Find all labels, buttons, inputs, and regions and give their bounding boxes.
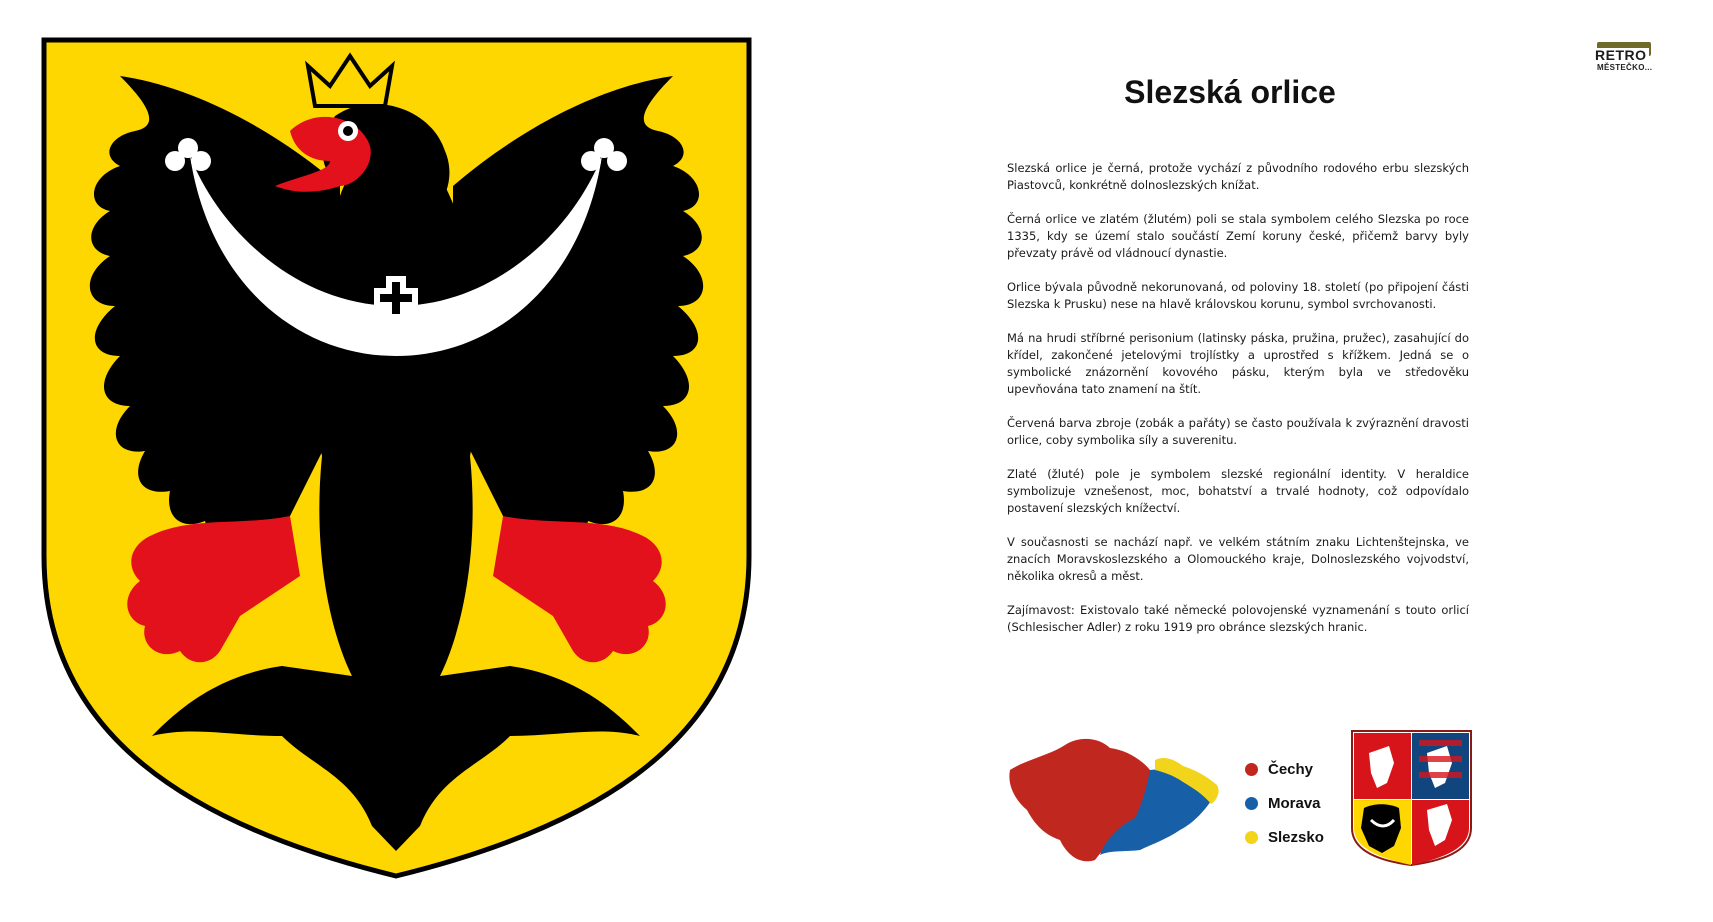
legend-item-cechy — [1245, 752, 1355, 786]
czech-coat-of-arms — [1349, 728, 1474, 868]
paragraph: Zlaté (žluté) pole je symbolem slezské regionální identity. V heraldice symbolizuje vznešenost, moc, bohatství a trvalé hodnoty, což odpovídalo postavení slezských knížectví. — [1007, 467, 1469, 515]
logo-text-top: RETRO — [1595, 47, 1647, 63]
legend-dot — [1245, 831, 1258, 844]
silesian-eagle-shield — [40, 36, 753, 881]
logo-text-bottom: MĚSTEČKO... — [1597, 63, 1653, 72]
body-text — [1007, 160, 1469, 653]
paragraph: Orlice bývala původně nekorunovaná, od poloviny 18. století (po připojení části Slezska k Prusku) nese na hlavě královskou korunu, symbol svrchovanosti. — [1007, 280, 1469, 311]
legend-item-morava — [1245, 786, 1355, 820]
legend-dot — [1245, 763, 1258, 776]
paragraph: Zajímavost: Existovalo také německé polovojenské vyznamenání s touto orlicí (Schlesischer Adler) z roku 1919 pro obránce slezských hranic. — [1007, 603, 1469, 634]
legend-dot — [1245, 797, 1258, 810]
shield-graphic — [40, 36, 753, 881]
legend-label: Morava — [1268, 794, 1321, 812]
paragraph: Má na hrudi stříbrné perisonium (latinsky páska, pružina, pružec), zasahující do křídel, zakončené jetelovými trojlístky a uprostřed s křížkem. Jedná se o symbolické znázornění kovového pásku, kterým byla ve středověku upevňována tato znamení na štít. — [1007, 331, 1469, 396]
paragraph: Slezská orlice je černá, protože vychází z původního rodového erbu slezských Piastovců, konkrétně dolnoslezských knížat. — [1007, 161, 1469, 192]
page-title: Slezská orlice — [1124, 74, 1336, 110]
legend-item-slezsko — [1245, 820, 1355, 854]
paragraph: Černá orlice ve zlatém (žlutém) poli se stala symbolem celého Slezska po roce 1335, kdy se území stalo součástí Zemí koruny české, přičemž barvy byly převzaty právě od vládnoucí dynastie. — [1007, 212, 1469, 260]
map-legend — [1245, 752, 1355, 854]
legend-label: Čechy — [1268, 760, 1314, 778]
paragraph: V současnosti se nachází např. ve velkém státním znaku Lichtenštejnska, ve znacích Moravskoslezského a Olomouckého kraje, Dolnoslezského vojvodství, několika okresů a měst. — [1007, 535, 1469, 583]
retro-mestecko-logo — [1583, 36, 1673, 76]
paragraph: Červená barva zbroje (zobák a pařáty) se často používala k zvýraznění dravosti orlice, coby symbolika síly a suverenitu. — [1007, 416, 1469, 447]
legend-label: Slezsko — [1268, 828, 1324, 846]
czech-lands-map — [1005, 730, 1227, 870]
